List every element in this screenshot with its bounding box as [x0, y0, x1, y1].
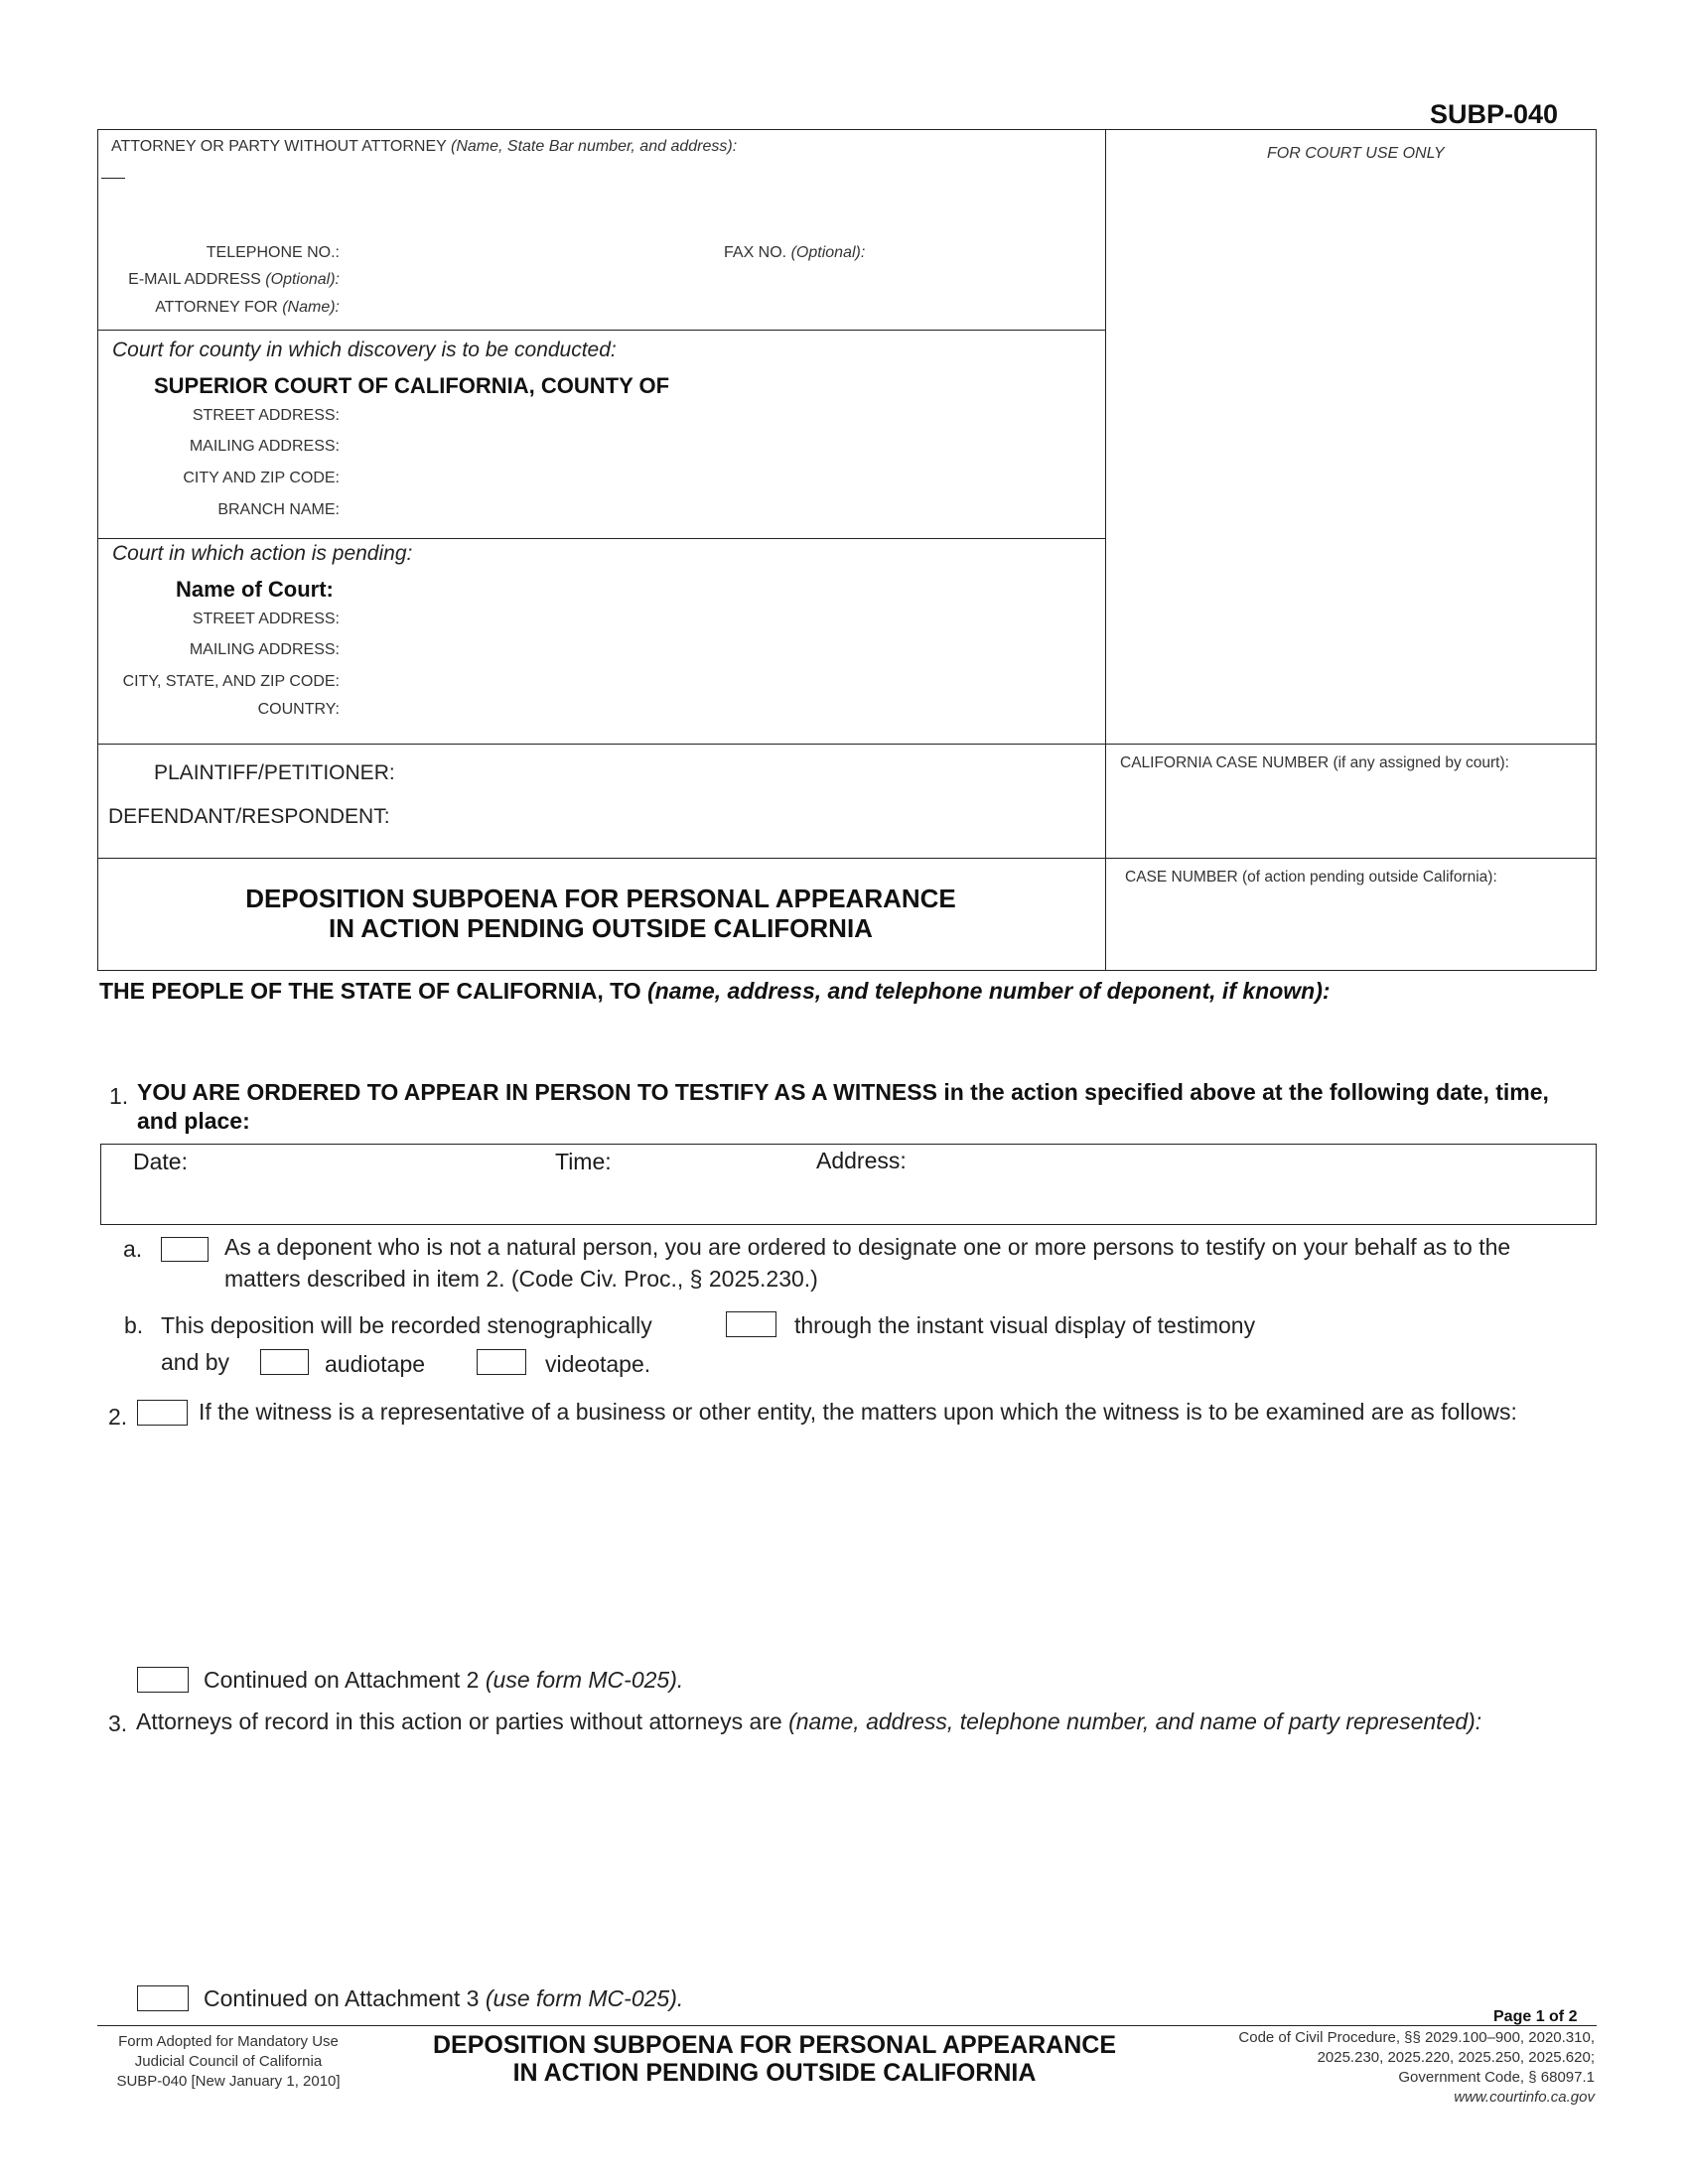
- item1-text: YOU ARE ORDERED TO APPEAR IN PERSON TO TESTIFY AS A WITNESS in the action specified above at the following date, time, and place:: [137, 1079, 1549, 1134]
- attachment3-text: Continued on Attachment 3 (use form MC-025).: [204, 1985, 684, 2011]
- time-label: Time:: [555, 1149, 612, 1174]
- designate-checkbox[interactable]: [161, 1237, 209, 1262]
- item1a-label: a.: [123, 1236, 143, 1262]
- form-title-line1: DEPOSITION SUBPOENA FOR PERSONAL APPEARANCE: [245, 884, 956, 913]
- court-use-divider: [1105, 129, 1106, 971]
- outside-case-number-label: CASE NUMBER (of action pending outside California):: [1125, 869, 1497, 886]
- plaintiff-input[interactable]: [417, 759, 1092, 785]
- telephone-input[interactable]: [344, 242, 711, 264]
- item1-number: 1.: [109, 1083, 129, 1109]
- discovery-mailing-label: MAILING ADDRESS:: [189, 438, 340, 455]
- attorney-name-input[interactable]: [111, 164, 1084, 243]
- address-input[interactable]: [923, 1150, 1579, 1219]
- plaintiff-label: PLAINTIFF/PETITIONER:: [154, 761, 395, 784]
- business-representative-checkbox[interactable]: [137, 1400, 188, 1426]
- audiotape-text: audiotape: [325, 1351, 426, 1377]
- item3-text: Attorneys of record in this action or parties without attorneys are (name, address, telephone number, and name of party represented):: [136, 1708, 1482, 1734]
- people-line: THE PEOPLE OF THE STATE OF CALIFORNIA, TO (name, address, and telephone number of deponent, if known):: [99, 978, 1331, 1004]
- pending-street-label: STREET ADDRESS:: [192, 611, 340, 627]
- attachment2-checkbox[interactable]: [137, 1667, 189, 1693]
- attorneys-input[interactable]: [137, 1777, 1577, 1976]
- item2-text: If the witness is a representative of a business or other entity, the matters upon which the witness is to be examined are as follows:: [199, 1399, 1517, 1425]
- instant-display-checkbox[interactable]: [726, 1311, 776, 1337]
- form-title-line2: IN ACTION PENDING OUTSIDE CALIFORNIA: [329, 913, 873, 943]
- adoption-info: Form Adopted for Mandatory Use Judicial Council of California SUBP-040 [New January 1, 2010]: [116, 2033, 341, 2090]
- discovery-city-label: CITY AND ZIP CODE:: [183, 470, 340, 486]
- attorney-section-header: ATTORNEY OR PARTY WITHOUT ATTORNEY (Name, State Bar number, and address):: [111, 138, 738, 155]
- attachment2-text: Continued on Attachment 2 (use form MC-025).: [204, 1667, 684, 1693]
- form-id: SUBP-040: [1430, 99, 1559, 129]
- date-label: Date:: [133, 1149, 188, 1174]
- defendant-input[interactable]: [417, 803, 1092, 829]
- pending-mailing-label: MAILING ADDRESS:: [189, 641, 340, 658]
- time-input[interactable]: [621, 1150, 809, 1177]
- fax-label: FAX NO. (Optional):: [724, 244, 866, 261]
- deponent-input[interactable]: [99, 1013, 1589, 1072]
- form-title: [99, 884, 1102, 943]
- page-number: Page 1 of 2: [1493, 2008, 1578, 2025]
- court-use-label: FOR COURT USE ONLY: [1267, 145, 1445, 162]
- footer-title: DEPOSITION SUBPOENA FOR PERSONAL APPEARANCE IN ACTION PENDING OUTSIDE CALIFORNIA: [432, 2031, 1117, 2087]
- item3-number: 3.: [108, 1710, 128, 1736]
- and-by-text: and by: [161, 1349, 230, 1375]
- attorney-for-input[interactable]: [344, 297, 1088, 319]
- discovery-branch-label: BRANCH NAME:: [217, 501, 340, 518]
- pending-city-label: CITY, STATE, AND ZIP CODE:: [122, 673, 340, 690]
- ca-case-number-label: CALIFORNIA CASE NUMBER (if any assigned by court):: [1120, 754, 1509, 771]
- item1a-text: As a deponent who is not a natural person, you are ordered to designate one or more persons to testify on your behalf as to the matters described in item 2. (Code Civ. Proc., § 2025.230.): [224, 1234, 1511, 1292]
- instant-display-text: through the instant visual display of testimony: [794, 1312, 1256, 1338]
- attachment3-checkbox[interactable]: [137, 1985, 189, 2011]
- fax-input[interactable]: [874, 242, 1092, 264]
- discovery-street-label: STREET ADDRESS:: [192, 407, 340, 424]
- code-references: Code of Civil Procedure, §§ 2029.100–900, 2020.310, 2025.230, 2025.220, 2025.250, 2025.620; Government Code, § 68097.1 www.courtinfo.ca.gov: [1152, 2028, 1595, 2108]
- matters-input[interactable]: [199, 1464, 1579, 1653]
- discovery-court-heading: Court for county in which discovery is to be conducted:: [112, 339, 617, 361]
- date-input[interactable]: [199, 1150, 546, 1177]
- footer-rule: [97, 2025, 1597, 2026]
- attorney-for-label: ATTORNEY FOR (Name):: [155, 299, 340, 316]
- pending-country-label: COUNTRY:: [257, 701, 340, 718]
- discovery-court-name: SUPERIOR COURT OF CALIFORNIA, COUNTY OF: [154, 373, 670, 398]
- county-input[interactable]: [680, 371, 1087, 397]
- videotape-text: videotape.: [545, 1351, 651, 1377]
- email-label: E-MAIL ADDRESS (Optional):: [128, 271, 340, 288]
- telephone-label: TELEPHONE NO.:: [206, 244, 340, 261]
- item2-number: 2.: [108, 1404, 128, 1430]
- pending-court-heading: Court in which action is pending:: [112, 542, 413, 565]
- ca-case-number-input[interactable]: [1120, 784, 1582, 844]
- outside-case-number-input[interactable]: [1120, 898, 1582, 958]
- email-input[interactable]: [344, 269, 1088, 291]
- videotape-checkbox[interactable]: [477, 1349, 526, 1375]
- pending-court-name: Name of Court:: [176, 577, 334, 602]
- courtinfo-link[interactable]: www.courtinfo.ca.gov: [1454, 2089, 1595, 2106]
- stenographic-text: This deposition will be recorded stenographically: [161, 1312, 652, 1338]
- address-label: Address:: [816, 1148, 907, 1173]
- pending-court-name-input[interactable]: [343, 575, 1087, 601]
- audiotape-checkbox[interactable]: [260, 1349, 309, 1375]
- defendant-label: DEFENDANT/RESPONDENT:: [108, 805, 390, 828]
- item1b-label: b.: [124, 1312, 144, 1338]
